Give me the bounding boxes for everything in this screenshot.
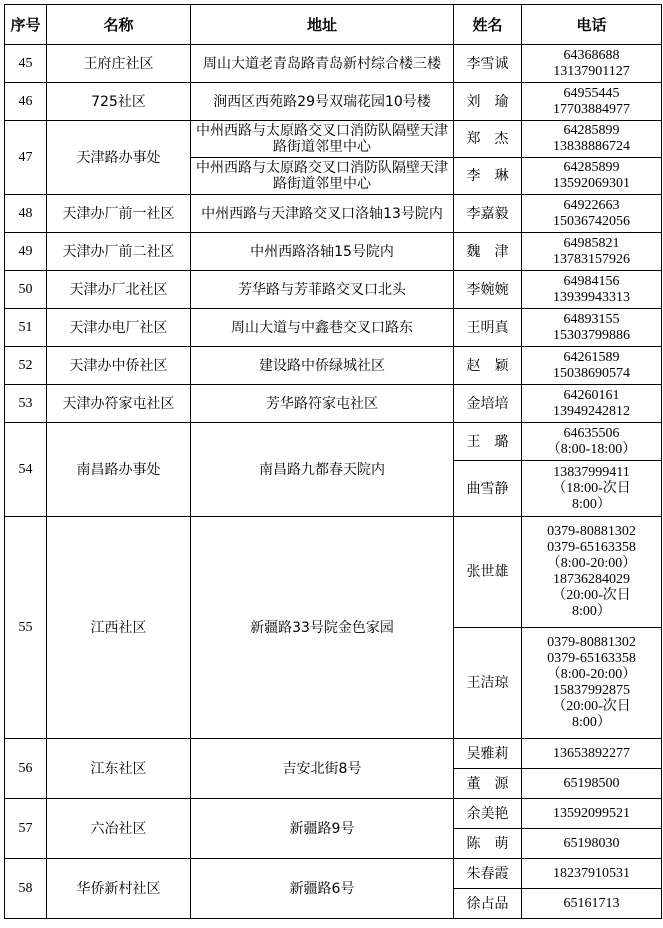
row-address: 南昌路九都春天院内	[191, 423, 454, 517]
row-phone: 64285899 13838886724	[522, 121, 662, 158]
row-person: 王洁琼	[454, 628, 522, 739]
row-phone: 13592099521	[522, 799, 662, 829]
row-name: 南昌路办事处	[47, 423, 191, 517]
row-name: 华侨新村社区	[47, 859, 191, 919]
row-seq: 49	[5, 233, 47, 271]
table-row	[5, 121, 662, 158]
row-phone: 65198500	[522, 769, 662, 799]
row-seq: 55	[5, 517, 47, 739]
row-seq: 52	[5, 347, 47, 385]
row-phone: 64955445 17703884977	[522, 83, 662, 121]
row-address: 芳华路符家屯社区	[191, 385, 454, 423]
row-phone: 64893155 15303799886	[522, 309, 662, 347]
row-person: 朱春霞	[454, 859, 522, 889]
row-phone: 64261589 15038690574	[522, 347, 662, 385]
row-person: 李婉婉	[454, 271, 522, 309]
table-row	[5, 233, 662, 271]
row-phone: 64285899 13592069301	[522, 158, 662, 195]
row-address: 新疆路9号	[191, 799, 454, 859]
table-row	[5, 271, 662, 309]
row-person: 金培培	[454, 385, 522, 423]
contact-table	[4, 4, 662, 919]
table-row	[5, 83, 662, 121]
row-person: 余美艳	[454, 799, 522, 829]
table-row	[5, 385, 662, 423]
row-person: 李嘉毅	[454, 195, 522, 233]
table-row	[5, 45, 662, 83]
row-seq: 47	[5, 121, 47, 195]
row-person: 陈 萌	[454, 829, 522, 859]
row-phone: 65161713	[522, 889, 662, 919]
row-address: 周山大道老青岛路青岛新村综合楼三楼	[191, 45, 454, 83]
row-phone: 64922663 15036742056	[522, 195, 662, 233]
row-address: 中州西路与天津路交叉口洛轴13号院内	[191, 195, 454, 233]
row-person: 董 源	[454, 769, 522, 799]
row-seq: 53	[5, 385, 47, 423]
row-seq: 45	[5, 45, 47, 83]
row-person: 曲雪静	[454, 461, 522, 517]
row-seq: 58	[5, 859, 47, 919]
row-person: 张世雄	[454, 517, 522, 628]
header-name: 名称	[47, 5, 191, 45]
row-seq: 56	[5, 739, 47, 799]
row-person: 徐占品	[454, 889, 522, 919]
header-person: 姓名	[454, 5, 522, 45]
row-seq: 46	[5, 83, 47, 121]
row-address: 新疆路33号院金色家园	[191, 517, 454, 739]
row-address: 涧西区西苑路29号双瑞花园10号楼	[191, 83, 454, 121]
header-address: 地址	[191, 5, 454, 45]
header-row	[5, 5, 662, 45]
row-address: 周山大道与中鑫巷交叉口路东	[191, 309, 454, 347]
row-seq: 51	[5, 309, 47, 347]
row-name: 王府庄社区	[47, 45, 191, 83]
row-address: 中州西路与太原路交叉口消防队隔壁天津路街道邻里中心	[191, 158, 454, 195]
row-address: 芳华路与芳菲路交叉口北头	[191, 271, 454, 309]
row-phone: 64368688 13137901127	[522, 45, 662, 83]
row-phone: 64635506 （8:00-18:00）	[522, 423, 662, 461]
table-row	[5, 859, 662, 889]
row-name: 天津办中侨社区	[47, 347, 191, 385]
row-name: 天津办电厂社区	[47, 309, 191, 347]
row-name: 天津办厂前一社区	[47, 195, 191, 233]
row-person: 郑 杰	[454, 121, 522, 158]
row-person: 吴雅莉	[454, 739, 522, 769]
header-phone: 电话	[522, 5, 662, 45]
row-phone: 64984156 13939943313	[522, 271, 662, 309]
row-address: 吉安北街8号	[191, 739, 454, 799]
row-phone: 13837999411 （18:00-次日 8:00）	[522, 461, 662, 517]
row-name: 江东社区	[47, 739, 191, 799]
row-address: 建设路中侨绿城社区	[191, 347, 454, 385]
row-person: 李 琳	[454, 158, 522, 195]
row-person: 赵 颖	[454, 347, 522, 385]
row-phone: 0379-80881302 0379-65163358 （8:00-20:00） 15837992875 （20:00-次日 8:00）	[522, 628, 662, 739]
row-address: 中州西路与太原路交叉口消防队隔壁天津路街道邻里中心	[191, 121, 454, 158]
table-row	[5, 739, 662, 769]
row-address: 新疆路6号	[191, 859, 454, 919]
row-seq: 48	[5, 195, 47, 233]
row-phone: 13653892277	[522, 739, 662, 769]
row-name: 天津办厂前二社区	[47, 233, 191, 271]
row-seq: 54	[5, 423, 47, 517]
row-person: 王 璐	[454, 423, 522, 461]
row-seq: 57	[5, 799, 47, 859]
row-name: 725社区	[47, 83, 191, 121]
row-name: 天津办厂北社区	[47, 271, 191, 309]
row-person: 王明真	[454, 309, 522, 347]
row-phone: 0379-80881302 0379-65163358 （8:00-20:00） 18736284029 （20:00-次日 8:00）	[522, 517, 662, 628]
table-row	[5, 195, 662, 233]
row-name: 天津路办事处	[47, 121, 191, 195]
row-name: 六冶社区	[47, 799, 191, 859]
row-person: 刘 瑜	[454, 83, 522, 121]
row-name: 天津办符家屯社区	[47, 385, 191, 423]
row-phone: 65198030	[522, 829, 662, 859]
row-address: 中州西路洛轴15号院内	[191, 233, 454, 271]
table-row	[5, 517, 662, 628]
row-person: 魏 津	[454, 233, 522, 271]
table-row	[5, 799, 662, 829]
row-seq: 50	[5, 271, 47, 309]
row-phone: 64260161 13949242812	[522, 385, 662, 423]
row-phone: 64985821 13783157926	[522, 233, 662, 271]
table-row	[5, 309, 662, 347]
row-phone: 18237910531	[522, 859, 662, 889]
row-name: 江西社区	[47, 517, 191, 739]
row-person: 李雪诚	[454, 45, 522, 83]
table-row	[5, 347, 662, 385]
header-seq: 序号	[5, 5, 47, 45]
table-row	[5, 423, 662, 461]
